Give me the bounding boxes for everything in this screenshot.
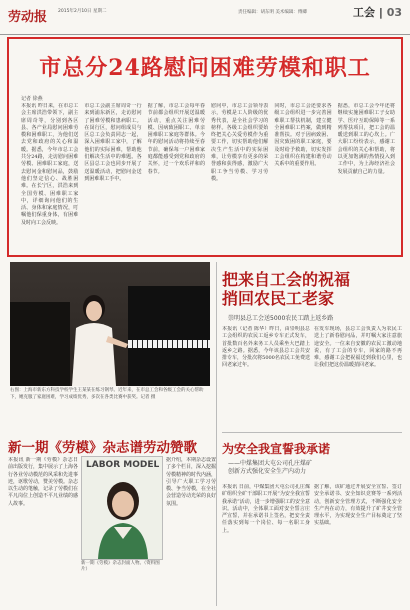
grand-piano-shape [128, 286, 210, 386]
lead-column-6: 据悉，市总工会今年还将继续实施困难职工子女助学、医疗互助保障等一系列帮扶项目，把工会的温暖送到职工的心坎上。广大职工纷纷表示，感谢工会组织的关心和帮助，将以更加饱满的热情投入到工作中，为上海经济社会发展贡献自己的力量。 [337, 103, 395, 175]
story2-headline-line1: 把来自工会的祝福 [222, 270, 351, 289]
story4-subtitle-line2: 创新方式强化安全生产内动力 [228, 468, 307, 475]
story3-column-right: 据介绍，本期杂志设置了多个栏目，深入挖掘劳模精神的时代内涵，引导广大职工学习劳模、争当劳模，在全社会营造劳动光荣的良好氛围。 [166, 457, 216, 507]
lead-story-box[interactable] [7, 37, 403, 257]
story3-headline[interactable]: 新一期《劳模》杂志谱劳动赞歌 [8, 440, 197, 456]
lead-reporter: 记者 徐燕 [21, 96, 43, 102]
lead-body [21, 103, 395, 251]
story4-headline[interactable]: 为安全我宣誓我承诺 [222, 442, 331, 456]
newspaper-logo: 劳动报 [8, 10, 48, 25]
masthead [0, 0, 410, 35]
story4-subtitle [228, 460, 312, 476]
story4-body [222, 484, 402, 604]
story2-headline-line2: 捎回农民工老家 [222, 289, 335, 308]
story4-column-1: 本报讯 日前，中煤集团大屯公司孔庄煤矿组织全矿干部职工开展“为安全我宣誓我承诺”活动，进一步增强职工的安全意识。活动中，全体职工面对安全誓言庄严宣誓，并在承诺书上签名，把安全责任落实到每一个岗位、每一名职工身上。 [222, 484, 310, 534]
editor-credits: 责任编辑：胡东明 美术编辑：傅卿 [238, 10, 307, 15]
story3-column-left: 本报讯 新一期《劳模》杂志日前出版发行，集中展示了上海各行各业劳动模范的风采和先进事迹，讴歌劳动，赞美劳模。杂志以生动的笔触，记录了劳模们在平凡岗位上创造不平凡业绩的感人故事。 [8, 457, 78, 507]
lead-column-5: 同时，市总工会还要求各级工会组织进一步完善困难职工帮扶机制，建立健全困难职工档案，做到精准帮扶。对于因病致困、因灾致困的职工家庭，要及时给予救助，切实发挥工会组织在构建和谐劳动关系中的重要作用。 [274, 103, 332, 168]
section-divider-line [222, 432, 402, 433]
story4-subtitle-line1: ——中煤集团大屯公司孔庄煤矿 [228, 460, 313, 467]
lead-headline[interactable]: 市总分24路慰问困难劳模和职工 [39, 55, 371, 81]
section-name: 工会 [352, 6, 375, 19]
column-divider [216, 262, 217, 606]
story2-body [222, 326, 402, 428]
story2-column-2: 在发车现场，县总工会负责人为农民工送上了新春慰问品，并叮嘱大家注意旅途安全。一位来自安徽的农民工激动地说，有了工会的专车，回家的路不再难，感谢工会把祝福送到我们心里，也让我们把这份温暖捎回老家。 [314, 326, 402, 369]
pianist-figure [58, 292, 128, 386]
magazine-cover-image [81, 456, 163, 560]
piano-keys [128, 340, 210, 348]
story2-headline[interactable] [222, 270, 350, 308]
cover-portrait [90, 477, 156, 559]
story4-column-2: 据了解，该矿通过开展安全宣誓、签订安全承诺书、安全知识竞赛等一系列活动，创新安全管理方式，不断强化安全生产内在动力，有效提升了矿井安全管理水平，为实现安全生产目标奠定了坚实基础。 [314, 484, 402, 527]
lead-column-1: 本报讯 昨日来，在市总工会主席洪浩带领下，副主席周奇等，分别到各区县、各产业局慰问困难劳模和困难职工，为他们送去党和政府的关心和温暖。据悉，今年市总工会共分24路，走访慰问困难劳模、困难职工家庭，送去慰问金和慰问品，鼓励他们坚定信心、战胜困难。在长宁区，洪浩来到全国劳模、困难职工家中，详细询问他们的生活、身体和家庭情况，叮嘱他们保重身体，有困难及时向工会反映。 [21, 103, 79, 226]
story2-column-1: 本报讯（记者 陈华）昨日，由崇明县总工会组织的农民工返乡专车正式发车，首批数百名外来务工人员乘坐大巴踏上返乡之路。据悉，今年该县总工会共安排专车，分批次将5000名农民工免费送回老家过年。 [222, 326, 310, 369]
issue-date: 2015年2月10日 星期二 [58, 9, 107, 14]
lead-column-4: 慰问中，市总工会领导表示，劳模是工人阶级的优秀代表，是全社会学习的榜样。各级工会组织要始终把关心关爱劳模作为重要工作，切实帮助他们解决生产生活中的实际困难，让劳模享有更多的荣誉感和获得感，激励广大职工争当劳模、学习劳模。 [210, 103, 269, 182]
story3-right-body [166, 457, 216, 605]
magazine-caption: 新一期《劳模》杂志封面人物。（资料图片） [81, 561, 160, 572]
lead-column-3: 据了解，市总工会每年春节前都会组织开展送温暖活动，重点关注困难劳模、因病致困职工、单亲困难职工家庭等群体。今年的慰问活动将持续至春节前，确保每一户困难家庭都能感受到党和政府的关怀，过一个欢乐祥和的春节。 [147, 103, 205, 175]
section-label [353, 4, 402, 20]
piano-photo-caption: 右图：上海市新东方科技学校学生王某某在练习钢琴。近年来，在市总工会和各级工会的关心帮助下，她克服了家庭困难，学习成绩优秀，多次在各类比赛中获奖。记者 摄 [10, 388, 204, 400]
lead-column-2: 市总工会副主席周奇一行来到浦东新区，走访慰问了困难劳模和患病职工。在闵行区，慰问组成员与区总工会负责同志一起，深入困难职工家中，了解他们的实际困难，帮助他们解决生活中的难题。各区县总工会也同步开展了送温暖活动，把慰问金送到困难职工手中。 [84, 103, 142, 182]
story3-left-body [8, 457, 78, 605]
piano-photo [10, 262, 210, 386]
page-number: 03 [386, 6, 402, 19]
story2-subtitle: 崇明县总工会送5000农民工踏上返乡路 [228, 315, 334, 322]
section-divider: | [378, 6, 383, 19]
magazine-cover-title: LABOR MODEL [86, 460, 160, 470]
